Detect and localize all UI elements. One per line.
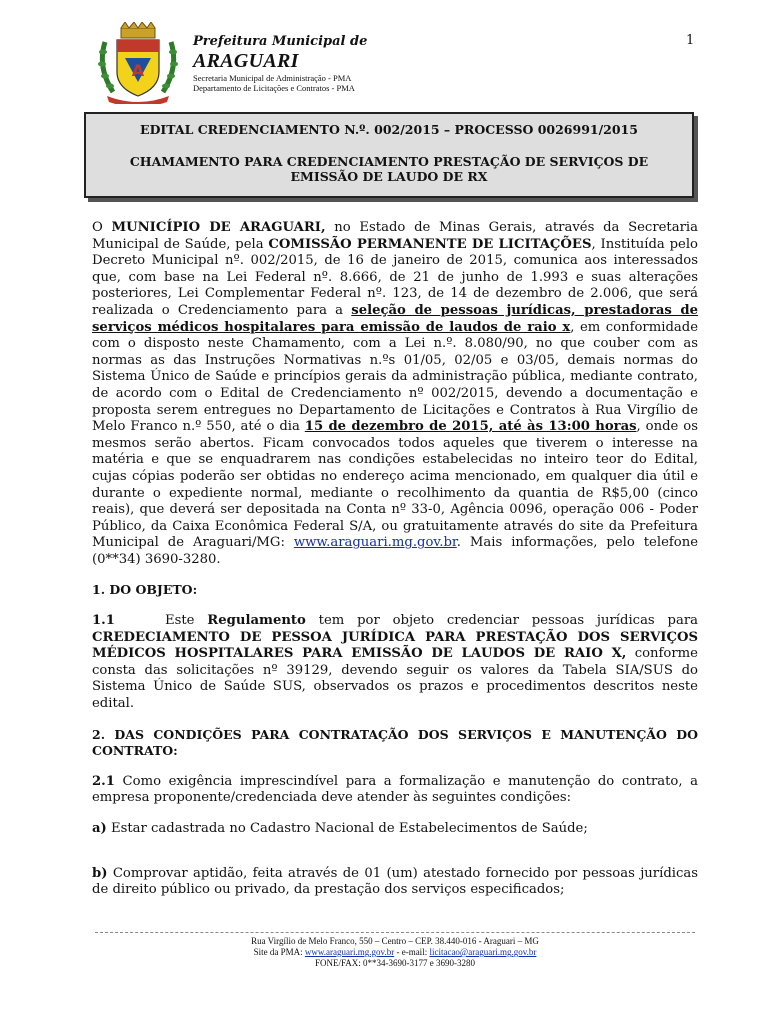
section2-paragraph [92, 774, 698, 807]
intro-text: no Estado de Minas Gerais, através da Secretaria Municipal de Saúde, pela [92, 220, 698, 252]
municipio-bold: MUNICÍPIO DE ARAGUARI, [111, 220, 326, 235]
page-footer [95, 932, 695, 969]
edital-number-title: EDITAL CREDENCIAMENTO N.º. 002/2015 – PROCESSO 0026991/2015 [140, 122, 638, 137]
selecao-bold-underline: seleção de pessoas jurídicas, prestadoras de serviços médicos hospitalares para emissão de laudos de raio x [92, 302, 699, 335]
secretaria-label: Secretaria Municipal de Administração - PMA [193, 73, 352, 83]
condition-b [92, 866, 698, 899]
footer-phone: FONE/FAX: 0**34-3690-3177 e 3690-3280 [314, 958, 476, 968]
intro-text: . Mais informações, pelo telefone (0**34) 3690-3280. [92, 535, 699, 567]
footer-address: Rua Virgílio de Melo Franco, 550 – Centro – CEP. 38.440-016 - Araguari – MG [251, 936, 539, 946]
section2-heading: 2. DAS CONDIÇÕES PARA CONTRATAÇÃO DOS SERVIÇOS E MANUTENÇÃO DO CONTRATO: [92, 726, 698, 759]
section1-text: Este [164, 613, 208, 629]
page-number: 1 [686, 33, 695, 48]
object-bold: CREDECIAMENTO DE PESSOA JURÍDICA PARA PRESTAÇÃO DOS SERVIÇOS MÉDICOS HOSPITALARES PARA EMISSÃO DE LAUDOS DE RAIO X, [92, 629, 698, 662]
regulamento-bold: Regulamento [207, 613, 306, 629]
condition-b-label: b) [92, 865, 108, 881]
section1-paragraph [92, 613, 698, 713]
footer-website-link[interactable]: www.araguari.mg.gov.br [304, 947, 395, 957]
comissao-bold: COMISSÃO PERMANENTE DE LICITAÇÕES [268, 236, 592, 252]
edital-subject-line1: CHAMAMENTO PARA CREDENCIAMENTO PRESTAÇÃO DE SERVIÇOS DE [129, 154, 649, 169]
site-label: Site da PMA: [253, 947, 305, 957]
svg-text:A: A [131, 61, 145, 80]
edital-subject-line2: EMISSÃO DE LAUDO DE RX [290, 169, 488, 184]
departamento-label: Departamento de Licitações e Contratos - PMA [193, 83, 355, 93]
footer-contacts [95, 947, 695, 958]
edital-title-box [84, 112, 694, 198]
prefeitura-label: Prefeitura Municipal de [193, 34, 368, 49]
section1-heading: 1. DO OBJETO: [92, 582, 198, 598]
clause-number: 2.1 [92, 773, 115, 789]
footer-email-link[interactable]: licitacao@araguari.mg.gov.br [429, 947, 537, 957]
section1-text: tem por objeto credenciar pessoas jurídicas para [305, 613, 698, 629]
araguari-coat-of-arms-logo [95, 22, 181, 104]
document-body [92, 220, 698, 899]
email-label: - e-mail: [394, 947, 430, 957]
footer-divider [95, 932, 695, 933]
intro-paragraph [92, 220, 698, 568]
website-link[interactable]: www.araguari.mg.gov.br [293, 535, 457, 551]
condition-a-text: Estar cadastrada no Cadastro Nacional de Estabelecimentos de Saúde; [106, 821, 588, 836]
section1-text: conforme consta das solicitações nº 39129, devendo seguir os valores da Tabela SIA/SUS do Sistema Único de Saúde SUS, observados os prazos e procedimentos descritos neste edital. [92, 646, 698, 712]
edital-subject-title [86, 154, 692, 184]
intro-text: O [92, 220, 112, 235]
section2-text: Como exigência imprescindível para a formalização e manutenção do contrato, a empresa proponente/credenciada deve atender às seguintes condições: [92, 773, 698, 806]
condition-a [92, 821, 698, 838]
condition-b-text: Comprovar aptidão, feita através de 01 (um) atestado fornecido por pessoas jurídicas de direito público ou privado, da prestação dos serviços especificados; [92, 865, 698, 898]
intro-text: , onde os mesmos serão abertos. Ficam convocados todos aqueles que tiverem o interesse na matéria e que se enquadrarem nas condições estabelecidas no inteiro teor do Edital, cujas cópias poderão ser obtidas no endereço acima mencionado, em qualquer dia útil e durante o expediente normal, mediante o recolhimento da quantia de R$5,00 (cinco reais), que deverá ser depositada na Conta nº 33-0, Agência 0096, operação 006 - Poder Público, da Caixa Econômica Federal S/A, ou gratuitamente através do site da Prefeitura Municipal de Araguari/MG: [92, 419, 698, 551]
deadline-bold-underline: 15 de dezembro de 2015, até às 13:00 horas [304, 419, 637, 435]
condition-a-label: a) [92, 821, 107, 836]
intro-text: , Instituída pelo Decreto Municipal nº. 002/2015, de 16 de janeiro de 2015, comunica aos interessados que, com base na Lei Federal nº. 8.666, de 21 de junho de 1.993 e suas alterações posteriores, Lei Complementar Federal nº. 123, de 14 de dezembro de 2.006, que será realizada o Credenciamento para a [92, 236, 698, 318]
letterhead [95, 22, 715, 102]
clause-number: 1.1 [92, 613, 115, 629]
city-name: ARAGUARI [193, 50, 299, 72]
intro-text: , em conformidade com o disposto neste Chamamento, com a Lei n.º. 8.080/90, no que couber com as normas as das Instruções Normativas n.ºs 01/05, 02/05 e 03/05, demais normas do Sistema Único de Saúde e princípios gerais da administração pública, mediante contrato, de acordo com o Edital de Credenciamento nº 002/2015, devendo a documentação e proposta serem entregues no Departamento de Licitações e Contratos à Rua Virgílio de Melo Franco n.º 550, até o dia [92, 319, 698, 435]
